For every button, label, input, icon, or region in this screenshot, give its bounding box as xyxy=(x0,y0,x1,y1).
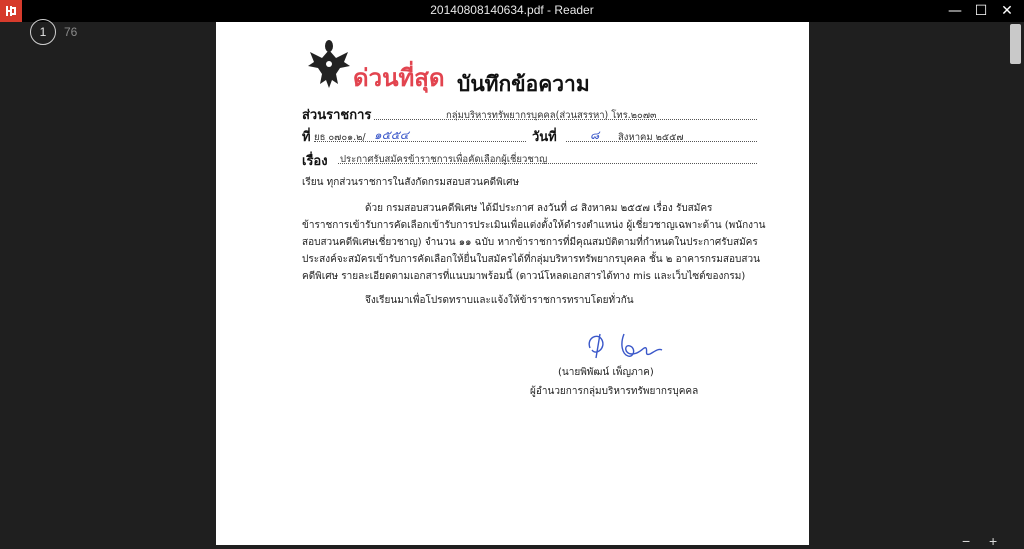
subject-label: เรื่อง xyxy=(302,154,328,169)
handwritten-signature xyxy=(584,328,674,362)
zoom-in-button[interactable]: + xyxy=(989,533,998,549)
memo-document xyxy=(216,22,809,545)
reference-label: ที่ xyxy=(302,130,311,145)
pdf-page[interactable] xyxy=(216,22,809,545)
minimize-icon: — xyxy=(948,3,962,19)
body-line-2: ข้าราชการเข้ารับการคัดเลือกเข้ารับการประเมินเพื่อแต่งตั้งให้ดำรงตำแหน่ง ผู้เชี่ยวชาญเฉพาะด้าน (พนักงาน xyxy=(302,220,766,231)
total-pages: 76 xyxy=(64,25,78,39)
signer-position: ผู้อำนวยการกลุ่มบริหารทรัพยากรบุคคล xyxy=(530,386,699,397)
subject-value: ประกาศรับสมัครข้าราชการเพื่อคัดเลือกผู้เชี่ยวชาญ xyxy=(340,154,548,165)
body-line-5: คดีพิเศษ รายละเอียดตามเอกสารที่แนบมาพร้อมนี้ (ดาวน์โหลดเอกสารได้ทาง mis และเว็บไซต์ของกรม) xyxy=(302,271,746,282)
reference-number: ๑๕๕๔ xyxy=(374,128,409,142)
zoom-out-button[interactable]: − xyxy=(962,533,971,549)
current-page-number[interactable]: 1 xyxy=(30,19,56,45)
maximize-icon: ☐ xyxy=(974,3,988,19)
close-button[interactable] xyxy=(992,0,1022,22)
closing-line: จึงเรียนมาเพื่อโปรดทราบและแจ้งให้ข้าราชการทราบโดยทั่วกัน xyxy=(365,295,634,306)
date-label: วันที่ xyxy=(532,130,557,145)
date-day: ๘ xyxy=(590,128,600,142)
title-bar xyxy=(0,0,1024,22)
urgency-heading: ด่วนที่สุด xyxy=(353,64,445,92)
signer-name: (นายพิพัฒน์ เพ็ญภาค) xyxy=(558,367,654,378)
body-line-1: ด้วย กรมสอบสวนคดีพิเศษ ได้มีประกาศ ลงวันที่ ๘ สิงหาคม ๒๕๕๗ เรื่อง รับสมัคร xyxy=(365,203,713,214)
date-month-year: สิงหาคม ๒๕๕๗ xyxy=(618,132,684,143)
page-indicator[interactable] xyxy=(30,19,77,45)
reference-prefix: ยธ ๐๗๐๑.๒/ xyxy=(314,132,366,143)
body-line-3: สอบสวนคดีพิเศษเชี่ยวชาญ) จำนวน ๑๑ ฉบับ หากข้าราชการที่มีคุณสมบัติตามที่กำหนดในประกาศรับสมัคร xyxy=(302,237,758,248)
close-icon: ✕ xyxy=(1001,3,1013,19)
window-title: 20140808140634.pdf - Reader xyxy=(430,3,594,17)
salutation-line: เรียน ทุกส่วนราชการในสังกัดกรมสอบสวนคดีพิเศษ xyxy=(302,177,520,188)
vertical-scrollbar-thumb[interactable] xyxy=(1010,24,1021,64)
agency-label: ส่วนราชการ xyxy=(302,108,372,123)
memo-title: บันทึกข้อความ xyxy=(457,72,590,96)
garuda-emblem xyxy=(306,38,352,90)
body-line-4: ประสงค์จะสมัครเข้ารับการคัดเลือกให้ยื่นใบสมัครได้ที่กลุ่มบริหารทรัพยากรบุคคล ชั้น ๒ อาคารกรมสอบสวน xyxy=(302,254,760,265)
agency-value: กลุ่มบริหารทรัพยากรบุคคล(ส่วนสรรหา) โทร.๒๐๗๓ xyxy=(446,110,657,121)
